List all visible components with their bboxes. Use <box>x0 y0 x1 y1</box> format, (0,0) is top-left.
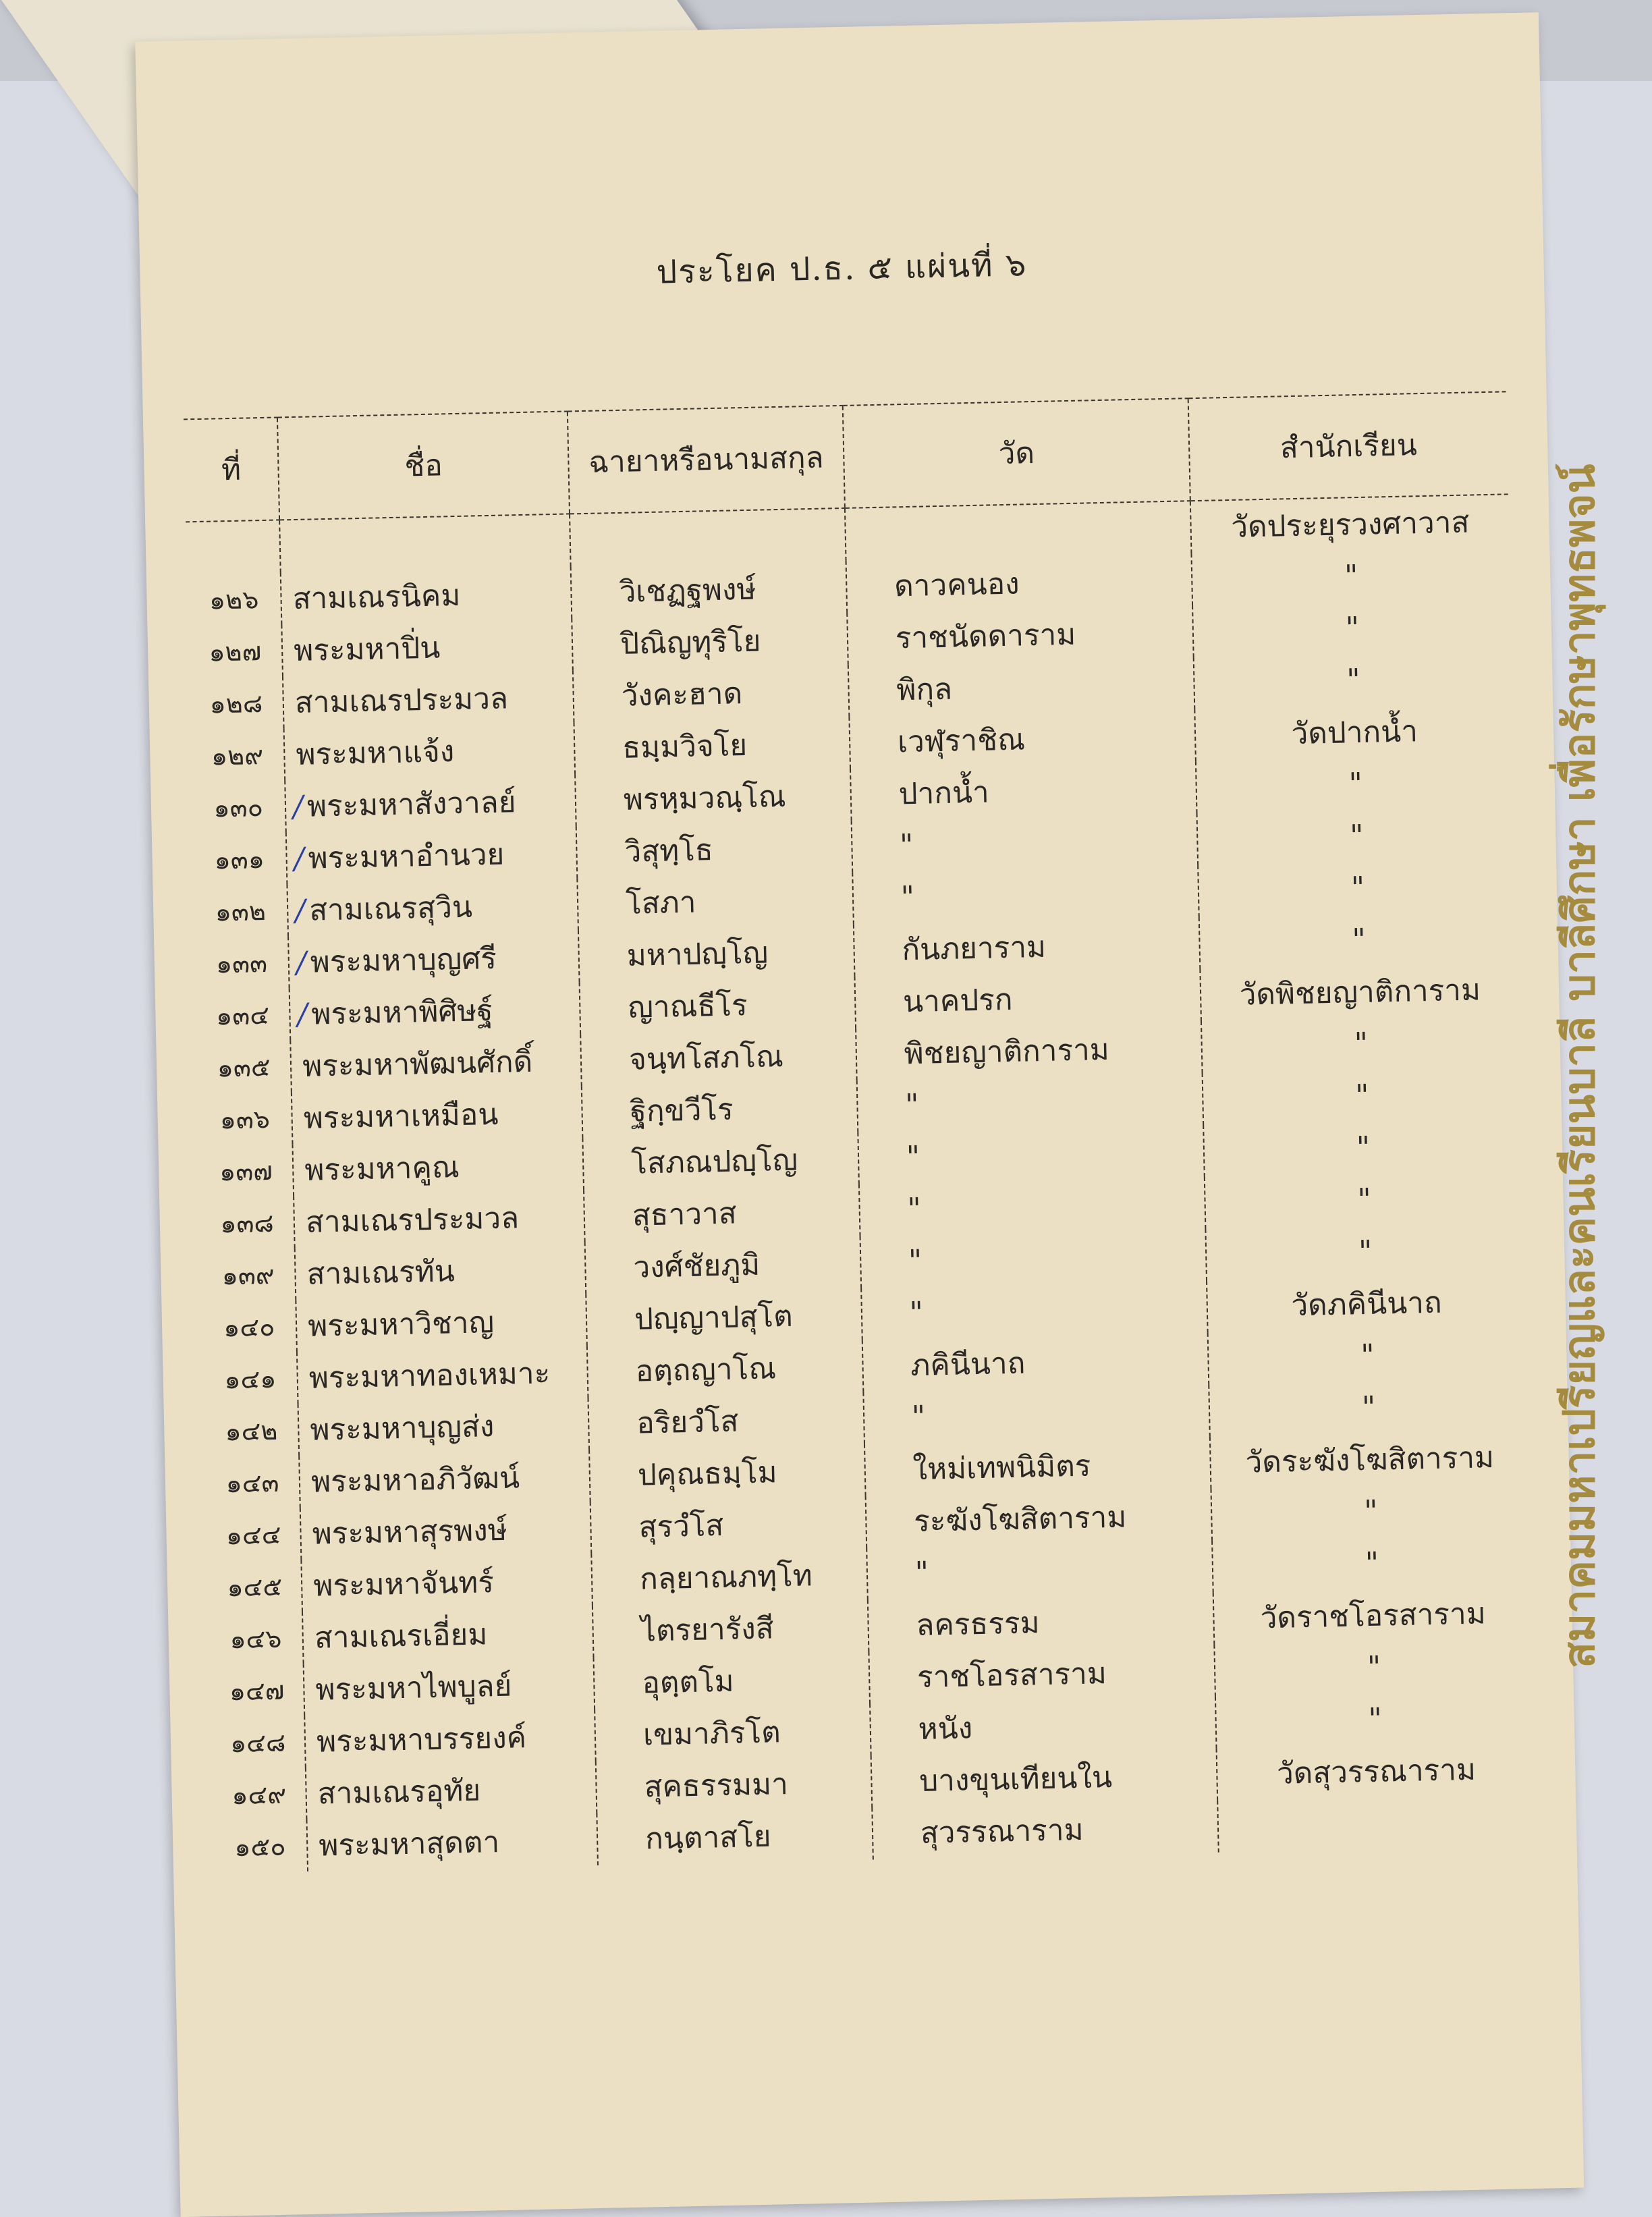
name-text: สามเณรทัน <box>306 1253 456 1292</box>
name-text: พระมหาคูณ <box>304 1149 460 1188</box>
row-number: ๑๔๙ <box>231 1779 287 1811</box>
row-number: ๑๔๘ <box>229 1727 286 1759</box>
surname-cell: โสภา <box>577 873 853 931</box>
school-cell: " <box>1192 547 1510 605</box>
wat-cell: หนัง <box>870 1697 1217 1756</box>
wat-cell: ปากน้ำ <box>850 761 1197 821</box>
school-cell: วัดภคินีนาถ <box>1207 1274 1525 1333</box>
school-cell: วัดระฆังโฆสิตาราม <box>1210 1430 1529 1489</box>
wat-cell: เวฬุราชิณ <box>849 709 1196 769</box>
wat-cell: บางขุนเทียนใน <box>871 1749 1217 1808</box>
name-text: สามเณรประมวล <box>305 1200 520 1240</box>
wat-cell: " <box>851 813 1198 873</box>
wat-cell: พิชยญาติการาม <box>856 1021 1203 1080</box>
row-number: ๑๒๘ <box>209 688 263 719</box>
checkmark <box>314 1828 315 1863</box>
surname-cell: เขมาภิรโต <box>595 1704 871 1762</box>
header-surname: ฉายาหรือนามสกุล <box>568 406 845 514</box>
row-number: ๑๓๕ <box>217 1051 271 1083</box>
wat-cell: " <box>857 1073 1204 1132</box>
row-number: ๑๒๙ <box>211 740 264 771</box>
row-number: ๑๒๗ <box>208 636 262 667</box>
school-cell: " <box>1198 858 1516 917</box>
name-text: พระมหาวิชาญ <box>307 1305 495 1344</box>
name-text: พระมหาปิ่น <box>293 630 441 668</box>
name-cell <box>295 1242 586 1300</box>
name-text: พระมหาพัฒนศักดิ์ <box>302 1044 533 1084</box>
exam-results-table <box>184 391 1537 1873</box>
name-text: พระมหาบุญศรี <box>310 941 497 980</box>
checkmark <box>300 1153 301 1188</box>
name-text: พระมหาพิศิษฐ์ <box>310 993 494 1032</box>
name-cell <box>297 1346 588 1404</box>
row-number: ๑๓๑ <box>214 844 265 875</box>
name-cell <box>284 722 575 780</box>
school-cell: " <box>1206 1222 1524 1281</box>
surname-cell: สุคธรรมมา <box>596 1756 872 1814</box>
surname-cell: ปญฺญาปสุโต <box>586 1288 862 1346</box>
school-cell: วัดสุวรรณาราม <box>1217 1742 1535 1801</box>
name-cell <box>296 1294 587 1352</box>
name-cell <box>298 1398 589 1456</box>
wat-cell: ดาวคนอง <box>846 553 1192 613</box>
name-text: พระมหาเหมือน <box>303 1097 499 1136</box>
name-text: พระมหาจันทร์ <box>312 1564 495 1604</box>
wat-cell: " <box>860 1229 1207 1288</box>
school-cell: วัดราชโอรสาราม <box>1213 1586 1532 1645</box>
surname-cell: วิสุทฺโธ <box>576 821 852 879</box>
name-cell <box>286 826 577 884</box>
name-text: สามเณรอุทัย <box>317 1773 481 1811</box>
wat-cell: ลครธรรม <box>868 1593 1215 1652</box>
surname-cell: วิเชฏฐพงษ์ <box>571 561 847 619</box>
wat-cell: ระฆังโฆสิตาราม <box>865 1489 1212 1548</box>
name-cell <box>282 618 573 676</box>
surname-cell: ปิณิญทุริโย <box>572 613 848 671</box>
name-cell <box>292 1086 582 1144</box>
surname-cell: โสภณปญฺโญ <box>582 1132 858 1190</box>
surname-cell: อตฺถญาโณ <box>587 1340 863 1398</box>
name-cell <box>299 1450 590 1508</box>
surname-cell: วังคะฮาด <box>573 665 849 723</box>
name-text: พระมหาทองเหมาะ <box>308 1355 551 1396</box>
school-cell: " <box>1203 1066 1521 1125</box>
school-cell: " <box>1204 1118 1522 1177</box>
row-number: ๑๓๘ <box>219 1207 275 1239</box>
row-number: ๑๔๒ <box>225 1415 278 1447</box>
surname-cell: อริยวํโส <box>588 1392 864 1450</box>
row-number: ๑๓๒ <box>215 896 267 927</box>
row-number: ๑๔๔ <box>225 1519 281 1551</box>
name-cell <box>304 1658 595 1716</box>
checkmark <box>307 1465 308 1499</box>
school-cell: วัดพิชยญาติการาม <box>1201 962 1519 1021</box>
wat-cell: " <box>852 865 1199 925</box>
row-number: ๑๒๖ <box>209 584 259 615</box>
checkmark <box>298 1049 299 1084</box>
header-school: สำนักเรียน <box>1188 391 1508 501</box>
name-text: สามเณรประมวล <box>294 680 509 720</box>
name-cell <box>288 930 579 988</box>
name-cell <box>304 1709 595 1768</box>
checkmark: / <box>297 997 308 1032</box>
name-cell <box>293 1138 584 1196</box>
document-sheet <box>135 12 1584 2217</box>
name-cell <box>302 1606 593 1664</box>
school-cell: " <box>1201 1014 1520 1073</box>
wat-cell: นาคปรก <box>854 969 1201 1029</box>
school-cell: วัดปากน้ำ <box>1195 703 1514 761</box>
surname-cell: ปคุณธมฺโม <box>589 1444 865 1502</box>
school-cell: " <box>1212 1534 1531 1593</box>
wat-cell: ใหม่เทพนิมิตร <box>864 1437 1211 1496</box>
school-cell: " <box>1196 755 1514 813</box>
name-cell <box>302 1554 593 1612</box>
school-cell: วัดประยุรวงศาวาส <box>1190 494 1509 553</box>
table-body <box>186 494 1537 1873</box>
surname-cell: กลฺยาณภทฺโท <box>591 1548 867 1606</box>
row-number: ๑๓๙ <box>221 1259 275 1291</box>
checkmark <box>299 1101 300 1136</box>
name-cell <box>283 670 574 728</box>
name-cell <box>290 1034 581 1092</box>
row-number: ๑๓๓ <box>215 948 268 979</box>
checkmark <box>311 1672 312 1707</box>
school-cell: " <box>1208 1326 1526 1385</box>
wat-cell: พิกุล <box>848 657 1195 717</box>
row-number: ๑๔๓ <box>225 1467 279 1499</box>
wat-cell: " <box>859 1177 1206 1236</box>
surname-cell: อุตฺตโม <box>594 1652 870 1710</box>
header-no: ที่ <box>184 417 279 522</box>
surname-cell: กนฺตาสโย <box>597 1807 873 1865</box>
watermark-text: สมาคมมหาเปรียญและคนเรียนบาลี บาลีศึกษา เพื่อรักษาพุทธพจน์ <box>1555 464 1605 1669</box>
wat-cell: สุวรรณาราม <box>872 1801 1219 1860</box>
name-text: สามเณรสุวิน <box>308 889 473 928</box>
surname-cell: ฐิกฺขวีโร <box>582 1080 858 1139</box>
wat-cell: " <box>866 1541 1213 1600</box>
checkmark <box>290 686 291 720</box>
row-number: ๑๔๗ <box>229 1675 285 1707</box>
row-number: ๑๕๐ <box>233 1831 286 1863</box>
checkmark <box>288 582 289 616</box>
name-cell <box>287 878 578 936</box>
checkmark: / <box>294 893 306 928</box>
row-number: ๑๓๗ <box>219 1155 273 1187</box>
name-cell <box>306 1761 597 1819</box>
checkmark: / <box>296 945 307 980</box>
surname-cell: สุรวํโส <box>590 1496 866 1554</box>
wat-cell: " <box>861 1281 1208 1340</box>
school-cell: " <box>1211 1482 1530 1541</box>
header-name: ชื่อ <box>277 411 570 520</box>
name-text: พระมหาสุดตา <box>318 1824 500 1863</box>
header-wat: วัด <box>843 398 1191 508</box>
checkmark <box>304 1361 305 1395</box>
wat-cell: " <box>858 1125 1205 1184</box>
checkmark <box>312 1724 313 1759</box>
name-text: พระมหาบุญส่ง <box>310 1408 495 1448</box>
school-cell <box>1218 1794 1537 1853</box>
row-number: ๑๓๔ <box>215 1000 270 1031</box>
row-number: ๑๔๕ <box>227 1571 283 1603</box>
name-text: สามเณรเอี่ยม <box>314 1616 488 1655</box>
checkmark <box>309 1568 310 1603</box>
surname-cell: ไตรยารังสี <box>593 1600 869 1658</box>
row-number: ๑๓๐ <box>213 792 264 823</box>
wat-cell: " <box>863 1385 1210 1444</box>
checkmark <box>313 1776 314 1811</box>
row-number: ๑๓๖ <box>219 1103 271 1135</box>
school-cell: " <box>1199 910 1518 969</box>
name-text: พระมหาสุรพงษ์ <box>312 1512 508 1552</box>
wat-cell: ราชโอรสาราม <box>869 1645 1215 1704</box>
surname-cell: พรหฺมวณฺโณ <box>575 769 851 827</box>
name-cell <box>307 1813 598 1871</box>
surname-cell: ธมฺมวิจโย <box>574 717 850 775</box>
wat-cell: กันภยาราม <box>854 917 1201 977</box>
name-text: พระมหาอภิวัฒน์ <box>310 1460 520 1500</box>
school-cell: " <box>1192 599 1511 657</box>
surname-cell: วงศ์ชัยภูมิ <box>585 1236 861 1294</box>
page-title: ประโยค ป.ธ. ๕ แผ่นที่ ๖ <box>656 246 1028 292</box>
checkmark: / <box>292 789 304 824</box>
name-text: พระมหาบรรยงค์ <box>316 1720 527 1759</box>
name-cell <box>285 774 576 832</box>
school-cell: " <box>1205 1170 1523 1229</box>
name-cell <box>294 1190 584 1248</box>
name-text: พระมหาสังวาลย์ <box>306 784 516 824</box>
name-text: พระมหาอำนวย <box>308 837 505 876</box>
surname-cell: ญาณธีโร <box>580 977 856 1035</box>
surname-cell: จนฺทโสภโณ <box>580 1029 856 1087</box>
name-cell <box>290 982 580 1040</box>
school-cell: " <box>1215 1690 1534 1749</box>
checkmark <box>302 1257 303 1291</box>
wat-cell: ราชนัดดาราม <box>847 605 1194 665</box>
name-text: พระมหาแจ้ง <box>296 734 455 772</box>
surname-cell: มหาปญฺโญ <box>578 925 854 983</box>
checkmark: / <box>294 841 305 876</box>
school-cell: " <box>1209 1378 1528 1437</box>
name-cell <box>300 1502 591 1560</box>
wat-cell: ภคินีนาถ <box>862 1333 1209 1392</box>
surname-cell: สุธาวาส <box>584 1184 860 1242</box>
row-number: ๑๔๐ <box>223 1311 275 1343</box>
name-text: สามเณรนิคม <box>292 578 461 616</box>
school-cell: " <box>1197 806 1516 865</box>
school-cell: " <box>1215 1638 1533 1697</box>
row-number: ๑๔๖ <box>229 1623 282 1655</box>
name-text: พระมหาไพบูลย์ <box>315 1668 512 1707</box>
school-cell: " <box>1194 651 1512 709</box>
name-cell <box>281 566 572 624</box>
row-number: ๑๔๑ <box>223 1363 277 1395</box>
